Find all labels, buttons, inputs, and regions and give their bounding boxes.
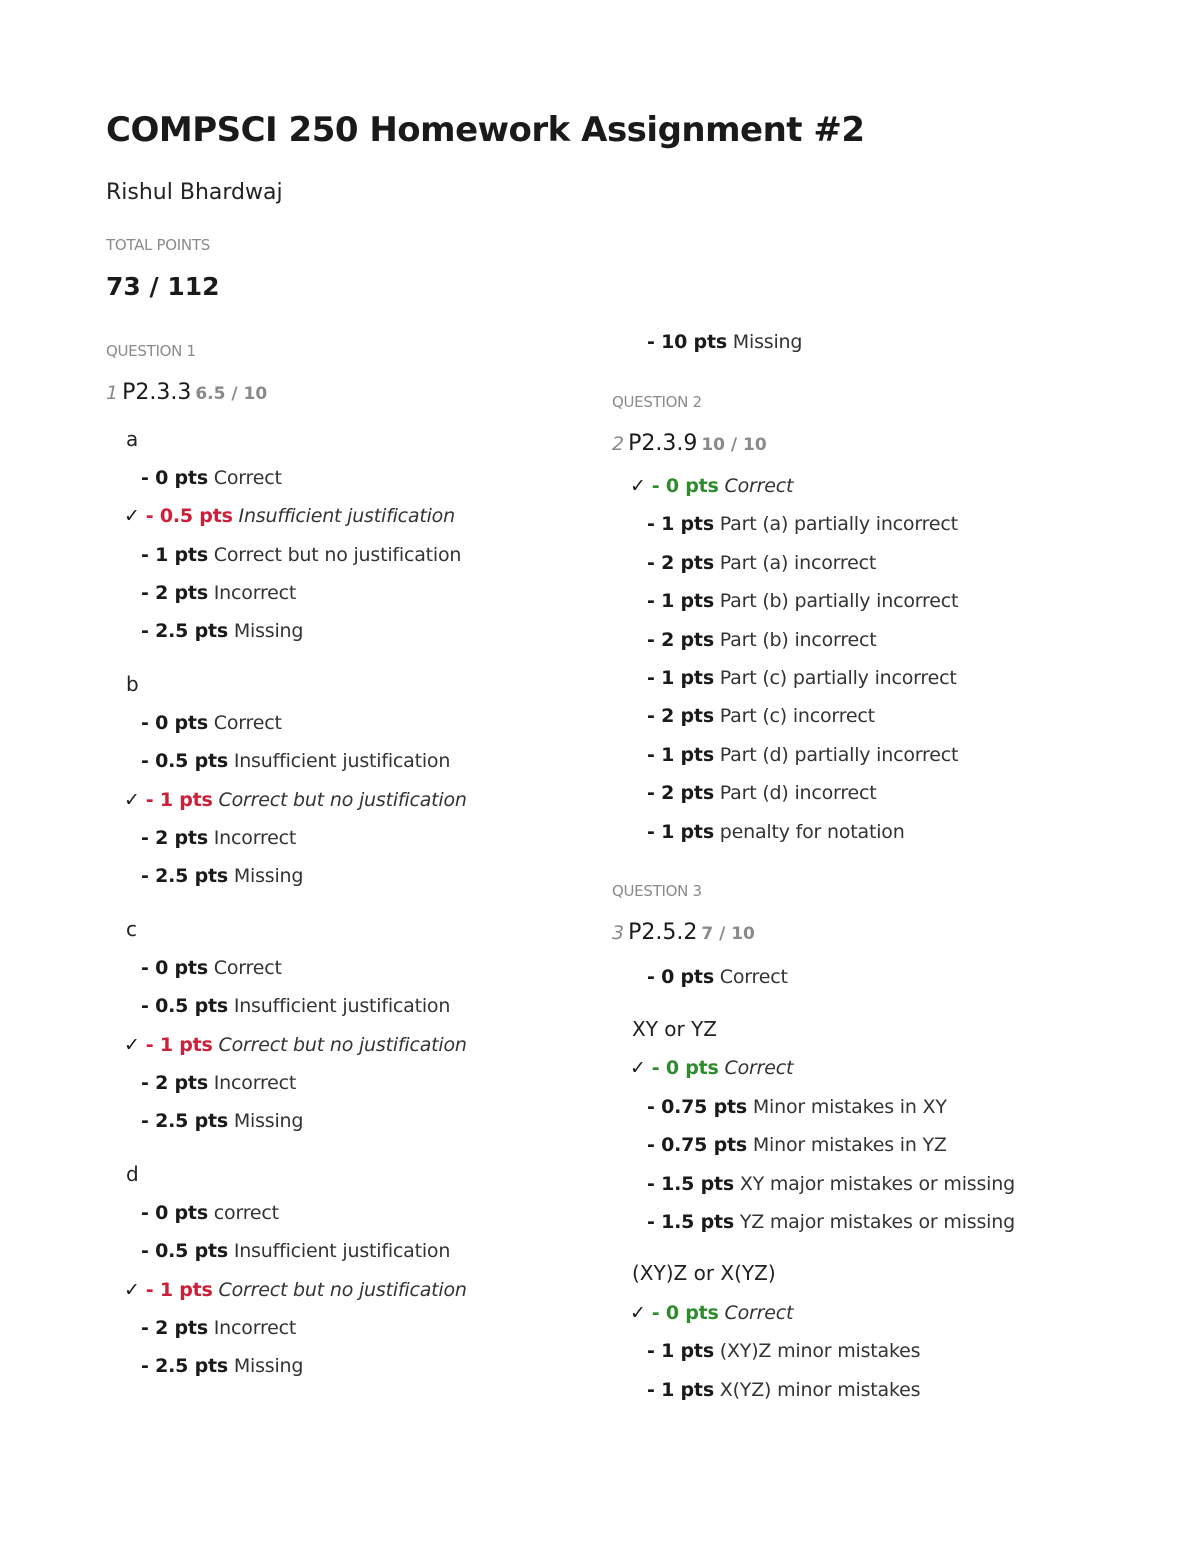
rubric-description: Missing bbox=[233, 1110, 304, 1133]
rubric-points: - 2 pts bbox=[141, 826, 208, 849]
rubric-item bbox=[141, 1110, 303, 1132]
question-heading bbox=[612, 920, 755, 945]
rubric-description: Insufficient justification bbox=[238, 505, 455, 528]
rubric-points: - 2 pts bbox=[141, 581, 208, 604]
rubric-description: Incorrect bbox=[213, 1071, 297, 1094]
question-name: P2.3.3 bbox=[122, 380, 192, 405]
rubric-item bbox=[141, 620, 303, 642]
rubric-description: XY major mistakes or missing bbox=[739, 1172, 1015, 1195]
rubric-item-applied bbox=[124, 505, 455, 527]
rubric-points: - 0.5 pts bbox=[145, 505, 233, 528]
rubric-description: (XY)Z minor mistakes bbox=[719, 1340, 921, 1363]
question-number: 1 bbox=[106, 382, 119, 404]
rubric-points: - 1 pts bbox=[647, 513, 714, 536]
rubric-group-title: d bbox=[126, 1162, 139, 1186]
rubric-item bbox=[141, 827, 296, 849]
rubric-description: Part (b) partially incorrect bbox=[719, 590, 959, 613]
rubric-description: Missing bbox=[233, 620, 304, 643]
rubric-description: Correct bbox=[724, 1057, 794, 1079]
question-name: P2.5.2 bbox=[628, 920, 698, 945]
rubric-group-title: b bbox=[126, 672, 139, 696]
rubric-points: - 0.75 pts bbox=[647, 1095, 747, 1118]
rubric-item bbox=[647, 667, 957, 689]
rubric-item bbox=[141, 1355, 303, 1377]
rubric-item-applied bbox=[630, 1302, 793, 1324]
rubric-points: - 2 pts bbox=[647, 705, 714, 728]
question-number: 2 bbox=[612, 433, 625, 455]
rubric-points: - 1 pts bbox=[647, 743, 714, 766]
rubric-description: penalty for notation bbox=[719, 820, 905, 843]
rubric-description: Part (a) partially incorrect bbox=[719, 513, 958, 536]
question-score: 6.5 / 10 bbox=[195, 384, 268, 404]
page-title: COMPSCI 250 Homework Assignment #2 bbox=[106, 110, 865, 150]
question-label: QUESTION 2 bbox=[612, 393, 702, 411]
rubric-item-applied bbox=[124, 1034, 467, 1056]
rubric-item bbox=[141, 865, 303, 887]
rubric-description: Correct bbox=[724, 475, 794, 497]
rubric-description: Correct but no justification bbox=[213, 543, 462, 566]
rubric-item bbox=[141, 957, 282, 979]
rubric-points: - 0.5 pts bbox=[141, 995, 228, 1018]
question-heading bbox=[612, 431, 767, 456]
rubric-item bbox=[141, 582, 296, 604]
question-number: 3 bbox=[612, 922, 625, 944]
rubric-item bbox=[141, 467, 282, 489]
rubric-item bbox=[647, 590, 958, 612]
rubric-group-title: XY or YZ bbox=[632, 1017, 718, 1041]
rubric-item bbox=[647, 1173, 1015, 1195]
rubric-item bbox=[647, 1379, 920, 1401]
rubric-points: - 2 pts bbox=[141, 1071, 208, 1094]
rubric-points: - 2 pts bbox=[647, 628, 714, 651]
rubric-points: - 2.5 pts bbox=[141, 620, 228, 643]
rubric-group-title: (XY)Z or X(YZ) bbox=[632, 1261, 776, 1285]
rubric-item bbox=[647, 782, 877, 804]
rubric-item-applied bbox=[630, 475, 793, 497]
rubric-points: - 0 pts bbox=[651, 1302, 719, 1324]
rubric-points: - 1 pts bbox=[141, 543, 208, 566]
rubric-description: Correct bbox=[213, 957, 282, 979]
rubric-item bbox=[141, 995, 450, 1017]
rubric-points: - 2 pts bbox=[647, 782, 714, 805]
total-points-label: TOTAL POINTS bbox=[106, 236, 210, 254]
rubric-description: Part (c) incorrect bbox=[719, 705, 875, 728]
rubric-points: - 2.5 pts bbox=[141, 865, 228, 888]
rubric-item bbox=[647, 705, 875, 727]
rubric-item bbox=[647, 966, 788, 988]
rubric-points: - 0 pts bbox=[141, 1202, 208, 1224]
rubric-description: Missing bbox=[233, 1355, 304, 1378]
rubric-group-title: c bbox=[126, 917, 137, 941]
rubric-points: - 1.5 pts bbox=[647, 1211, 734, 1234]
rubric-item bbox=[141, 544, 461, 566]
rubric-description: Minor mistakes in YZ bbox=[752, 1134, 947, 1157]
rubric-description: Minor mistakes in XY bbox=[752, 1095, 947, 1118]
rubric-item-applied bbox=[124, 1279, 467, 1301]
rubric-points: - 0 pts bbox=[141, 467, 208, 489]
rubric-item bbox=[141, 712, 282, 734]
rubric-item bbox=[647, 552, 876, 574]
rubric-item bbox=[647, 821, 905, 843]
check-icon: ✓ bbox=[124, 1033, 140, 1056]
question-label: QUESTION 1 bbox=[106, 342, 196, 360]
rubric-description: Correct but no justification bbox=[218, 1033, 467, 1056]
rubric-points: - 0 pts bbox=[141, 712, 208, 734]
rubric-description: Missing bbox=[233, 865, 304, 888]
check-icon: ✓ bbox=[630, 1057, 646, 1079]
rubric-points: - 2 pts bbox=[647, 551, 714, 574]
rubric-description: Missing bbox=[732, 331, 803, 353]
rubric-item bbox=[647, 1340, 920, 1362]
rubric-description: YZ major mistakes or missing bbox=[739, 1211, 1015, 1234]
rubric-points: - 1 pts bbox=[647, 667, 714, 689]
rubric-description: X(YZ) minor mistakes bbox=[719, 1378, 921, 1401]
rubric-points: - 1 pts bbox=[647, 590, 714, 613]
rubric-description: Correct bbox=[719, 966, 788, 988]
rubric-item-applied bbox=[630, 1057, 793, 1079]
rubric-item-applied bbox=[124, 789, 467, 811]
rubric-points: - 0.5 pts bbox=[141, 1240, 228, 1263]
rubric-item bbox=[647, 744, 958, 766]
rubric-item bbox=[647, 1096, 947, 1118]
rubric-description: Correct bbox=[213, 712, 282, 734]
rubric-points: - 0 pts bbox=[651, 1057, 719, 1079]
rubric-item bbox=[647, 331, 802, 353]
rubric-points: - 0 pts bbox=[651, 475, 719, 497]
question-score: 7 / 10 bbox=[701, 924, 755, 944]
rubric-item bbox=[141, 1072, 296, 1094]
rubric-points: - 0.75 pts bbox=[647, 1134, 747, 1157]
rubric-item bbox=[141, 1317, 296, 1339]
rubric-description: Insufficient justification bbox=[233, 750, 451, 773]
rubric-description: Correct bbox=[724, 1302, 794, 1324]
check-icon: ✓ bbox=[124, 1278, 140, 1301]
rubric-points: - 0 pts bbox=[141, 957, 208, 979]
rubric-points: - 2.5 pts bbox=[141, 1355, 228, 1378]
question-score: 10 / 10 bbox=[701, 435, 767, 455]
question-heading bbox=[106, 380, 267, 405]
check-icon: ✓ bbox=[124, 505, 140, 528]
rubric-description: Incorrect bbox=[213, 826, 297, 849]
rubric-points: - 1 pts bbox=[145, 788, 213, 811]
rubric-description: Part (b) incorrect bbox=[719, 628, 877, 651]
rubric-description: Correct but no justification bbox=[218, 788, 467, 811]
rubric-description: Part (d) partially incorrect bbox=[719, 743, 959, 766]
rubric-description: Correct but no justification bbox=[218, 1278, 467, 1301]
rubric-description: Correct bbox=[213, 467, 282, 489]
check-icon: ✓ bbox=[630, 475, 646, 497]
rubric-points: - 1 pts bbox=[647, 1340, 714, 1363]
rubric-group-title: a bbox=[126, 427, 139, 451]
rubric-points: - 1 pts bbox=[647, 820, 714, 843]
rubric-description: Part (a) incorrect bbox=[719, 551, 877, 574]
rubric-points: - 0.5 pts bbox=[141, 750, 228, 773]
rubric-item bbox=[647, 1211, 1015, 1233]
rubric-item bbox=[141, 1240, 450, 1262]
rubric-description: Incorrect bbox=[213, 1316, 297, 1339]
rubric-description: Incorrect bbox=[213, 581, 297, 604]
rubric-points: - 1 pts bbox=[145, 1033, 213, 1056]
question-label: QUESTION 3 bbox=[612, 882, 702, 900]
rubric-item bbox=[647, 1134, 947, 1156]
rubric-description: correct bbox=[213, 1202, 279, 1224]
rubric-points: - 0 pts bbox=[647, 966, 714, 988]
check-icon: ✓ bbox=[630, 1302, 646, 1324]
rubric-item bbox=[141, 750, 450, 772]
rubric-item bbox=[647, 629, 877, 651]
rubric-points: - 1 pts bbox=[647, 1378, 714, 1401]
question-name: P2.3.9 bbox=[628, 431, 698, 456]
rubric-description: Insufficient justification bbox=[233, 995, 451, 1018]
rubric-points: - 1 pts bbox=[145, 1278, 213, 1301]
rubric-description: Part (c) partially incorrect bbox=[719, 667, 957, 689]
rubric-points: - 2.5 pts bbox=[141, 1110, 228, 1133]
rubric-points: - 10 pts bbox=[647, 331, 727, 353]
check-icon: ✓ bbox=[124, 788, 140, 811]
rubric-item bbox=[141, 1202, 279, 1224]
rubric-description: Insufficient justification bbox=[233, 1240, 451, 1263]
total-points-value: 73 / 112 bbox=[106, 272, 220, 301]
rubric-description: Part (d) incorrect bbox=[719, 782, 877, 805]
rubric-points: - 2 pts bbox=[141, 1316, 208, 1339]
student-name: Rishul Bhardwaj bbox=[106, 180, 283, 205]
rubric-item bbox=[647, 513, 958, 535]
rubric-points: - 1.5 pts bbox=[647, 1172, 734, 1195]
